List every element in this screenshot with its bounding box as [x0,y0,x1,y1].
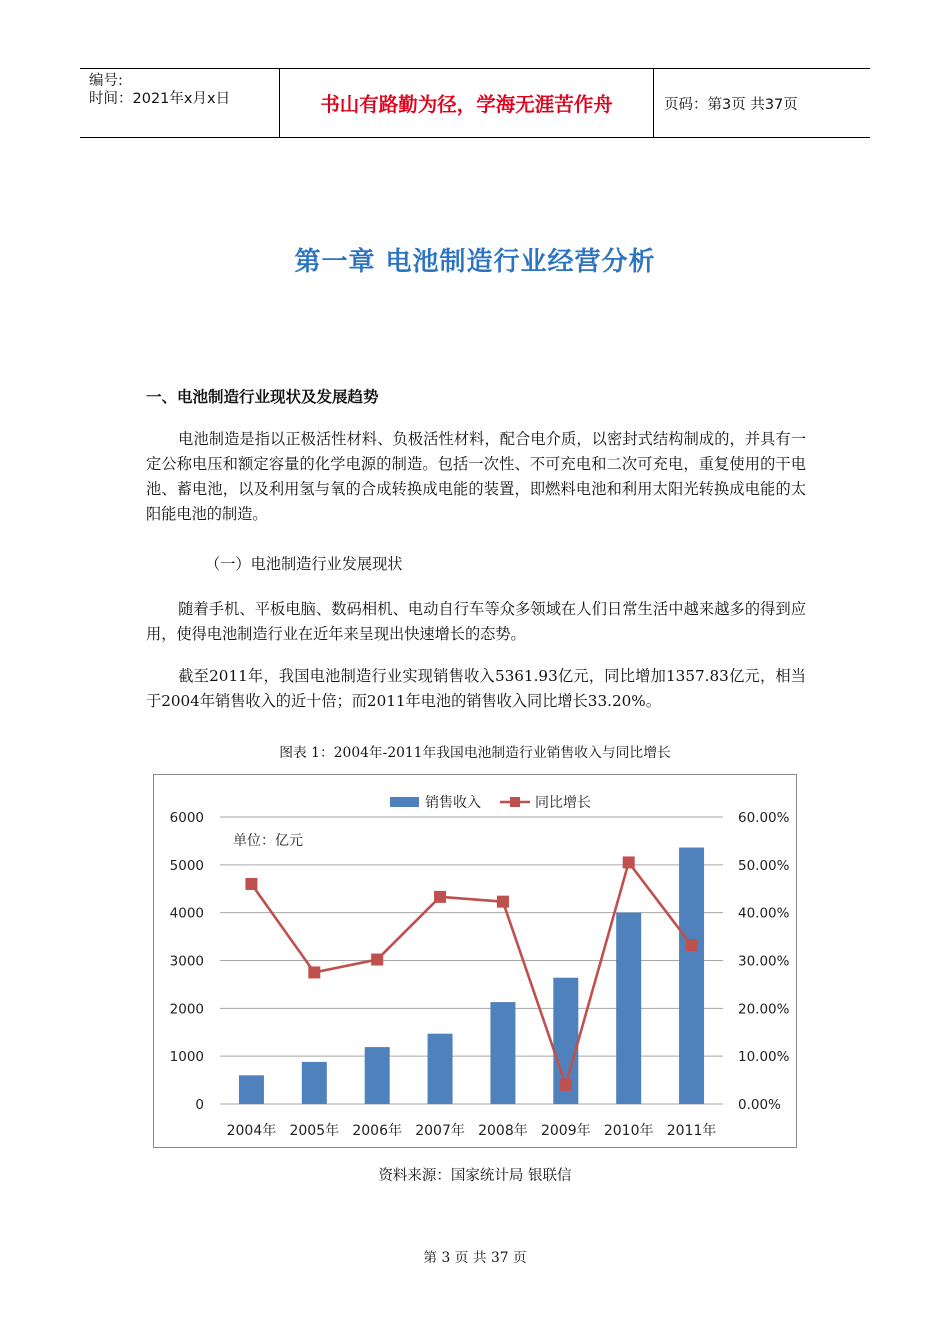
bar [428,1034,453,1104]
legend-line-label: 同比增长 [535,795,591,811]
bar [302,1062,327,1104]
section-title: 一、电池制造行业现状及发展趋势 [146,388,379,406]
legend-bar-swatch [390,797,419,807]
x-tick-label: 2005年 [289,1123,340,1139]
y-right-tick-label: 60.00% [738,810,790,826]
header-motto: 书山有路勤为径，学海无涯苦作舟 [280,69,654,137]
y-left-tick-label: 0 [195,1097,204,1113]
y-left-tick-label: 1000 [169,1049,204,1066]
y-right-tick-label: 10.00% [738,1049,790,1066]
chapter-title: 第一章 电池制造行业经营分析 [294,247,656,277]
bar [239,1075,264,1104]
y-right-tick-label: 40.00% [738,905,790,922]
page-footer: 第 3 页 共 37 页 [423,1250,527,1266]
y-right-tick-label: 0.00% [738,1097,781,1113]
y-left-tick-label: 3000 [169,953,204,970]
line-point [623,856,635,868]
page-header [80,68,870,138]
paragraph-revenue-text: 截至2011年，我国电池制造行业实现销售收入5361.93亿元，同比增加1357.83亿元，相当于2004年销售收入的近十倍；而2011年电池的销售收入同比增长33.20%。 [146,667,806,710]
line-point [560,1079,572,1091]
paragraph-revenue [146,664,806,714]
line-point [686,939,698,951]
line-point [371,954,383,966]
line-point [245,878,257,890]
paragraph-definition-text: 电池制造是指以正极活性材料、负极活性材料，配合电介质，以密封式结构制成的，并具有一定公称电压和额定容量的化学电源的制造。包括一次性、不可充电和二次可充电，重复使用的干电池、蓄电池，以及利用氢与氧的合成转换成电能的装置，即燃料电池和利用太阳光转换成电能的太阳能电池的制造。 [146,430,806,523]
line-point [434,891,446,903]
bar [679,848,704,1104]
y-right-tick-label: 50.00% [738,857,790,874]
x-tick-label: 2010年 [603,1123,654,1139]
paragraph-definition [146,427,806,527]
header-meta [80,69,280,137]
x-tick-label: 2004年 [226,1123,277,1139]
chart-frame [153,774,797,1148]
unit-label: 单位：亿元 [233,833,303,849]
paragraph-growth-text: 随着手机、平板电脑、数码相机、电动自行车等众多领域在人们日常生活中越来越多的得到应用，使得电池制造行业在近年来呈现出快速增长的态势。 [146,600,806,643]
x-tick-label: 2011年 [666,1123,717,1139]
x-tick-label: 2009年 [540,1123,591,1139]
header-page-code: 页码：第3页 共37页 [664,96,798,113]
header-number-label: 编号: [89,73,123,89]
y-left-tick-label: 6000 [169,810,204,826]
subsection-title: （一）电池制造行业发展现状 [205,555,403,573]
paragraph-growth [146,597,806,647]
bar [365,1047,390,1104]
header-time-label: 时间：2021年x月x日 [89,91,231,107]
figure-caption: 图表 1：2004年-2011年我国电池制造行业销售收入与同比增长 [279,745,671,761]
line-point [497,896,509,908]
y-left-tick-label: 2000 [169,1001,204,1018]
line-point [308,966,320,978]
y-left-tick-label: 4000 [169,905,204,922]
legend-line-marker [510,797,520,807]
x-tick-label: 2006年 [352,1123,403,1139]
bar [616,913,641,1104]
x-tick-label: 2007年 [415,1123,465,1139]
legend-bar-label: 销售收入 [425,795,481,811]
x-tick-label: 2008年 [478,1123,528,1139]
chart [154,775,796,1147]
y-right-tick-label: 20.00% [738,1001,790,1018]
y-left-tick-label: 5000 [169,857,204,874]
source-note: 资料来源：国家统计局 银联信 [378,1168,572,1184]
y-right-tick-label: 30.00% [738,953,790,970]
bar [490,1002,515,1104]
